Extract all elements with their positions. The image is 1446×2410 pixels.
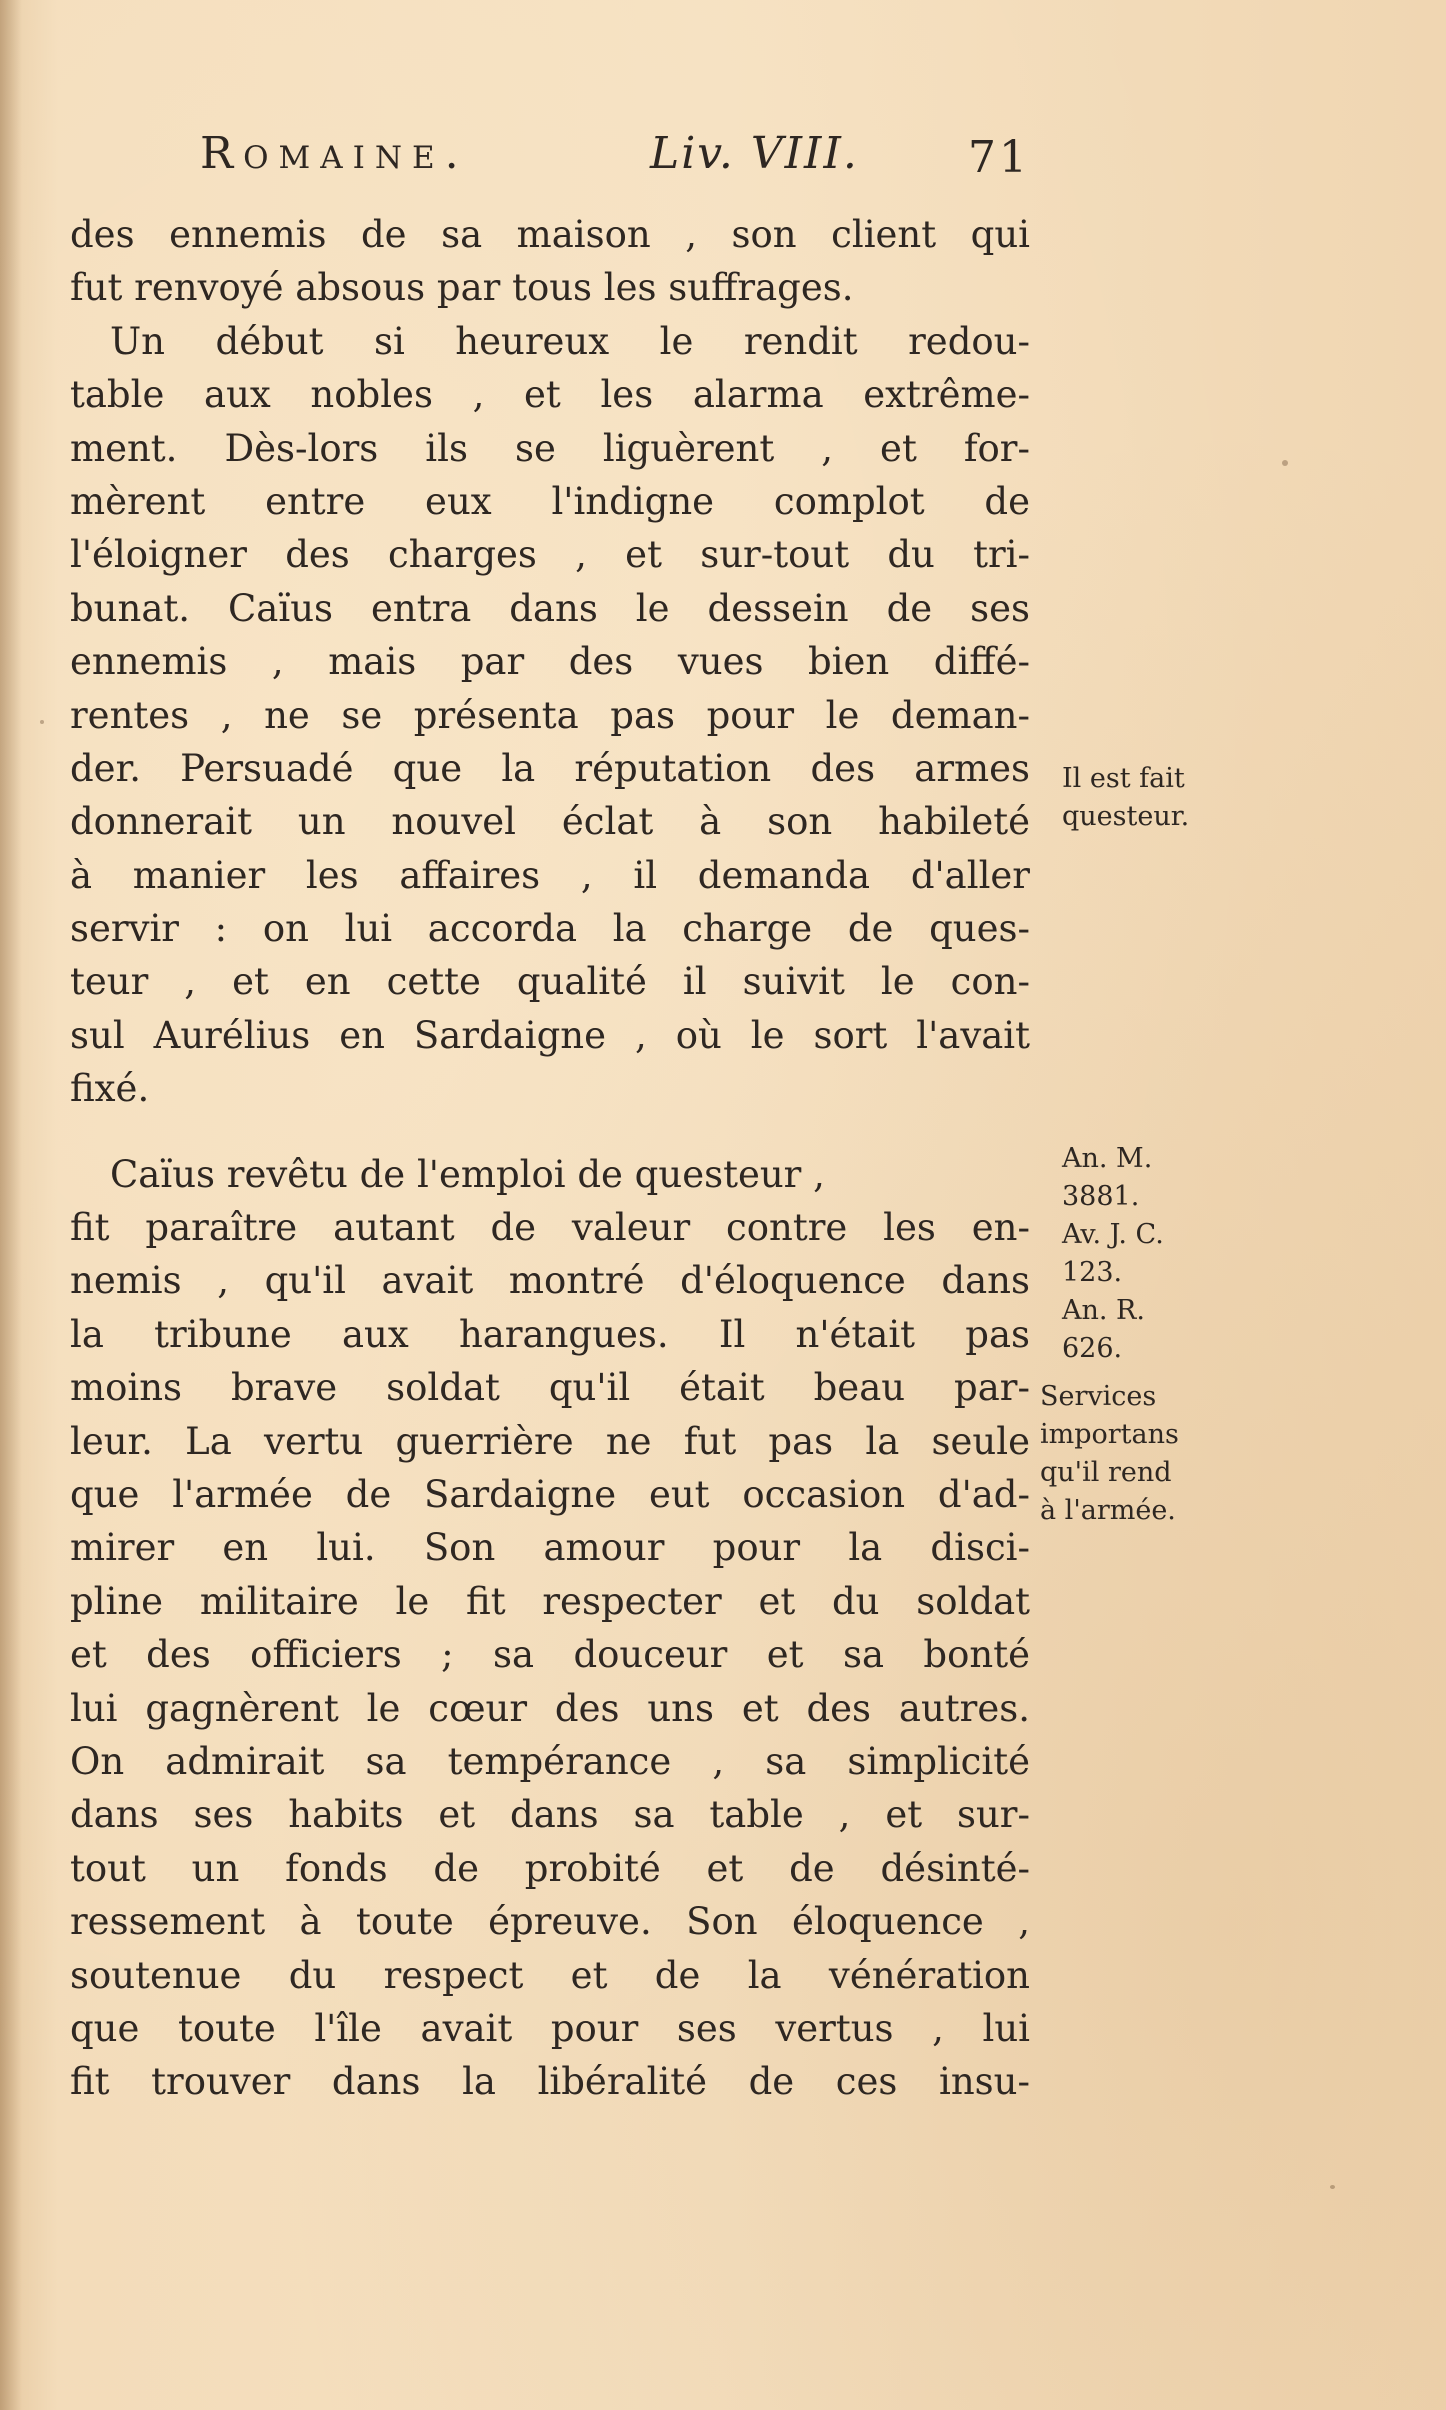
book-reference: Liv. VIII. <box>650 128 859 179</box>
paper-fleck <box>1282 460 1288 466</box>
text-line: dans ses habits et dans sa table , et sur- <box>70 1793 1030 1837</box>
text-line: mèrent entre eux l'indigne complot de <box>70 479 1030 523</box>
text-line: Caïus revêtu de l'emploi de questeur , <box>110 1152 825 1196</box>
text-line: donnerait un nouvel éclat à son habileté <box>70 800 1030 844</box>
text-line: ressement à toute épreuve. Son éloquence , <box>70 1900 1030 1944</box>
page-header <box>200 128 1030 188</box>
page-gutter-shadow <box>0 0 22 2410</box>
text-line: soutenue du respect et de la vénération <box>70 1953 1030 1997</box>
body-text <box>70 208 1030 2109</box>
margin-note-line: 123. <box>1062 1257 1123 1288</box>
paper-fleck <box>1330 2185 1335 2189</box>
text-line: la tribune aux harangues. Il n'était pas <box>70 1312 1030 1356</box>
margin-note-line: Av. J. C. <box>1062 1219 1164 1250</box>
margin-note-line: Il est fait <box>1062 763 1185 794</box>
margin-note-line: An. R. <box>1062 1295 1145 1326</box>
text-line: On admirait sa tempérance , sa simplicité <box>70 1739 1030 1783</box>
margin-note-questeur <box>1062 760 1189 836</box>
text-line: der. Persuadé que la réputation des armes <box>70 746 1030 790</box>
text-line: l'éloigner des charges , et sur-tout du tri- <box>70 533 1030 577</box>
text-line: leur. La vertu guerrière ne fut pas la seule <box>70 1419 1030 1463</box>
text-line: tout un fonds de probité et de désinté- <box>70 1846 1030 1890</box>
margin-note-line: à l'armée. <box>1040 1495 1176 1526</box>
text-line: fixé. <box>70 1067 150 1111</box>
text-line: rentes , ne se présenta pas pour le deman- <box>70 693 1030 737</box>
margin-note-line: An. M. <box>1062 1143 1153 1174</box>
text-line: nemis , qu'il avait montré d'éloquence dans <box>70 1259 1030 1303</box>
text-line: servir : on lui accorda la charge de ques- <box>70 907 1030 951</box>
text-line: pline militaire le fit respecter et du soldat <box>70 1579 1030 1623</box>
text-line: table aux nobles , et les alarma extrême- <box>70 373 1030 417</box>
margin-note-dates <box>1062 1140 1164 1368</box>
running-head: Romaine. <box>200 128 469 179</box>
text-line: sul Aurélius en Sardaigne , où le sort l'avait <box>70 1013 1030 1057</box>
page-number: 71 <box>968 132 1030 183</box>
text-line: bunat. Caïus entra dans le dessein de ses <box>70 586 1030 630</box>
text-line: que toute l'île avait pour ses vertus , lui <box>70 2006 1030 2050</box>
text-line: et des officiers ; sa douceur et sa bonté <box>70 1633 1030 1677</box>
text-line: lui gagnèrent le cœur des uns et des autres. <box>70 1686 1030 1730</box>
text-line: à manier les affaires , il demanda d'aller <box>70 853 1030 897</box>
text-line: ment. Dès-lors ils se liguèrent , et for- <box>70 426 1030 470</box>
text-line: ennemis , mais par des vues bien diffé- <box>70 640 1030 684</box>
text-line: teur , et en cette qualité il suivit le con- <box>70 960 1030 1004</box>
margin-note-line: 626. <box>1062 1333 1123 1364</box>
paper-fleck <box>40 720 44 724</box>
margin-note-line: questeur. <box>1062 801 1190 832</box>
margin-note-services <box>1040 1378 1179 1530</box>
text-line: Un début si heureux le rendit redou- <box>110 319 1030 363</box>
text-line: des ennemis de sa maison , son client qui <box>70 213 1030 256</box>
margin-note-line: Services <box>1040 1381 1157 1412</box>
margin-note-line: qu'il rend <box>1040 1457 1172 1488</box>
text-line: mirer en lui. Son amour pour la disci- <box>70 1526 1030 1570</box>
text-line: fit trouver dans la libéralité de ces insu- <box>70 2060 1030 2104</box>
text-line: que l'armée de Sardaigne eut occasion d'ad- <box>70 1472 1030 1516</box>
text-line: moins brave soldat qu'il était beau par- <box>70 1366 1030 1410</box>
margin-note-line: 3881. <box>1062 1181 1140 1212</box>
text-line: fut renvoyé absous par tous les suffrages. <box>70 266 854 310</box>
margin-note-line: importans <box>1040 1419 1179 1450</box>
text-line: fit paraître autant de valeur contre les en- <box>70 1206 1030 1250</box>
